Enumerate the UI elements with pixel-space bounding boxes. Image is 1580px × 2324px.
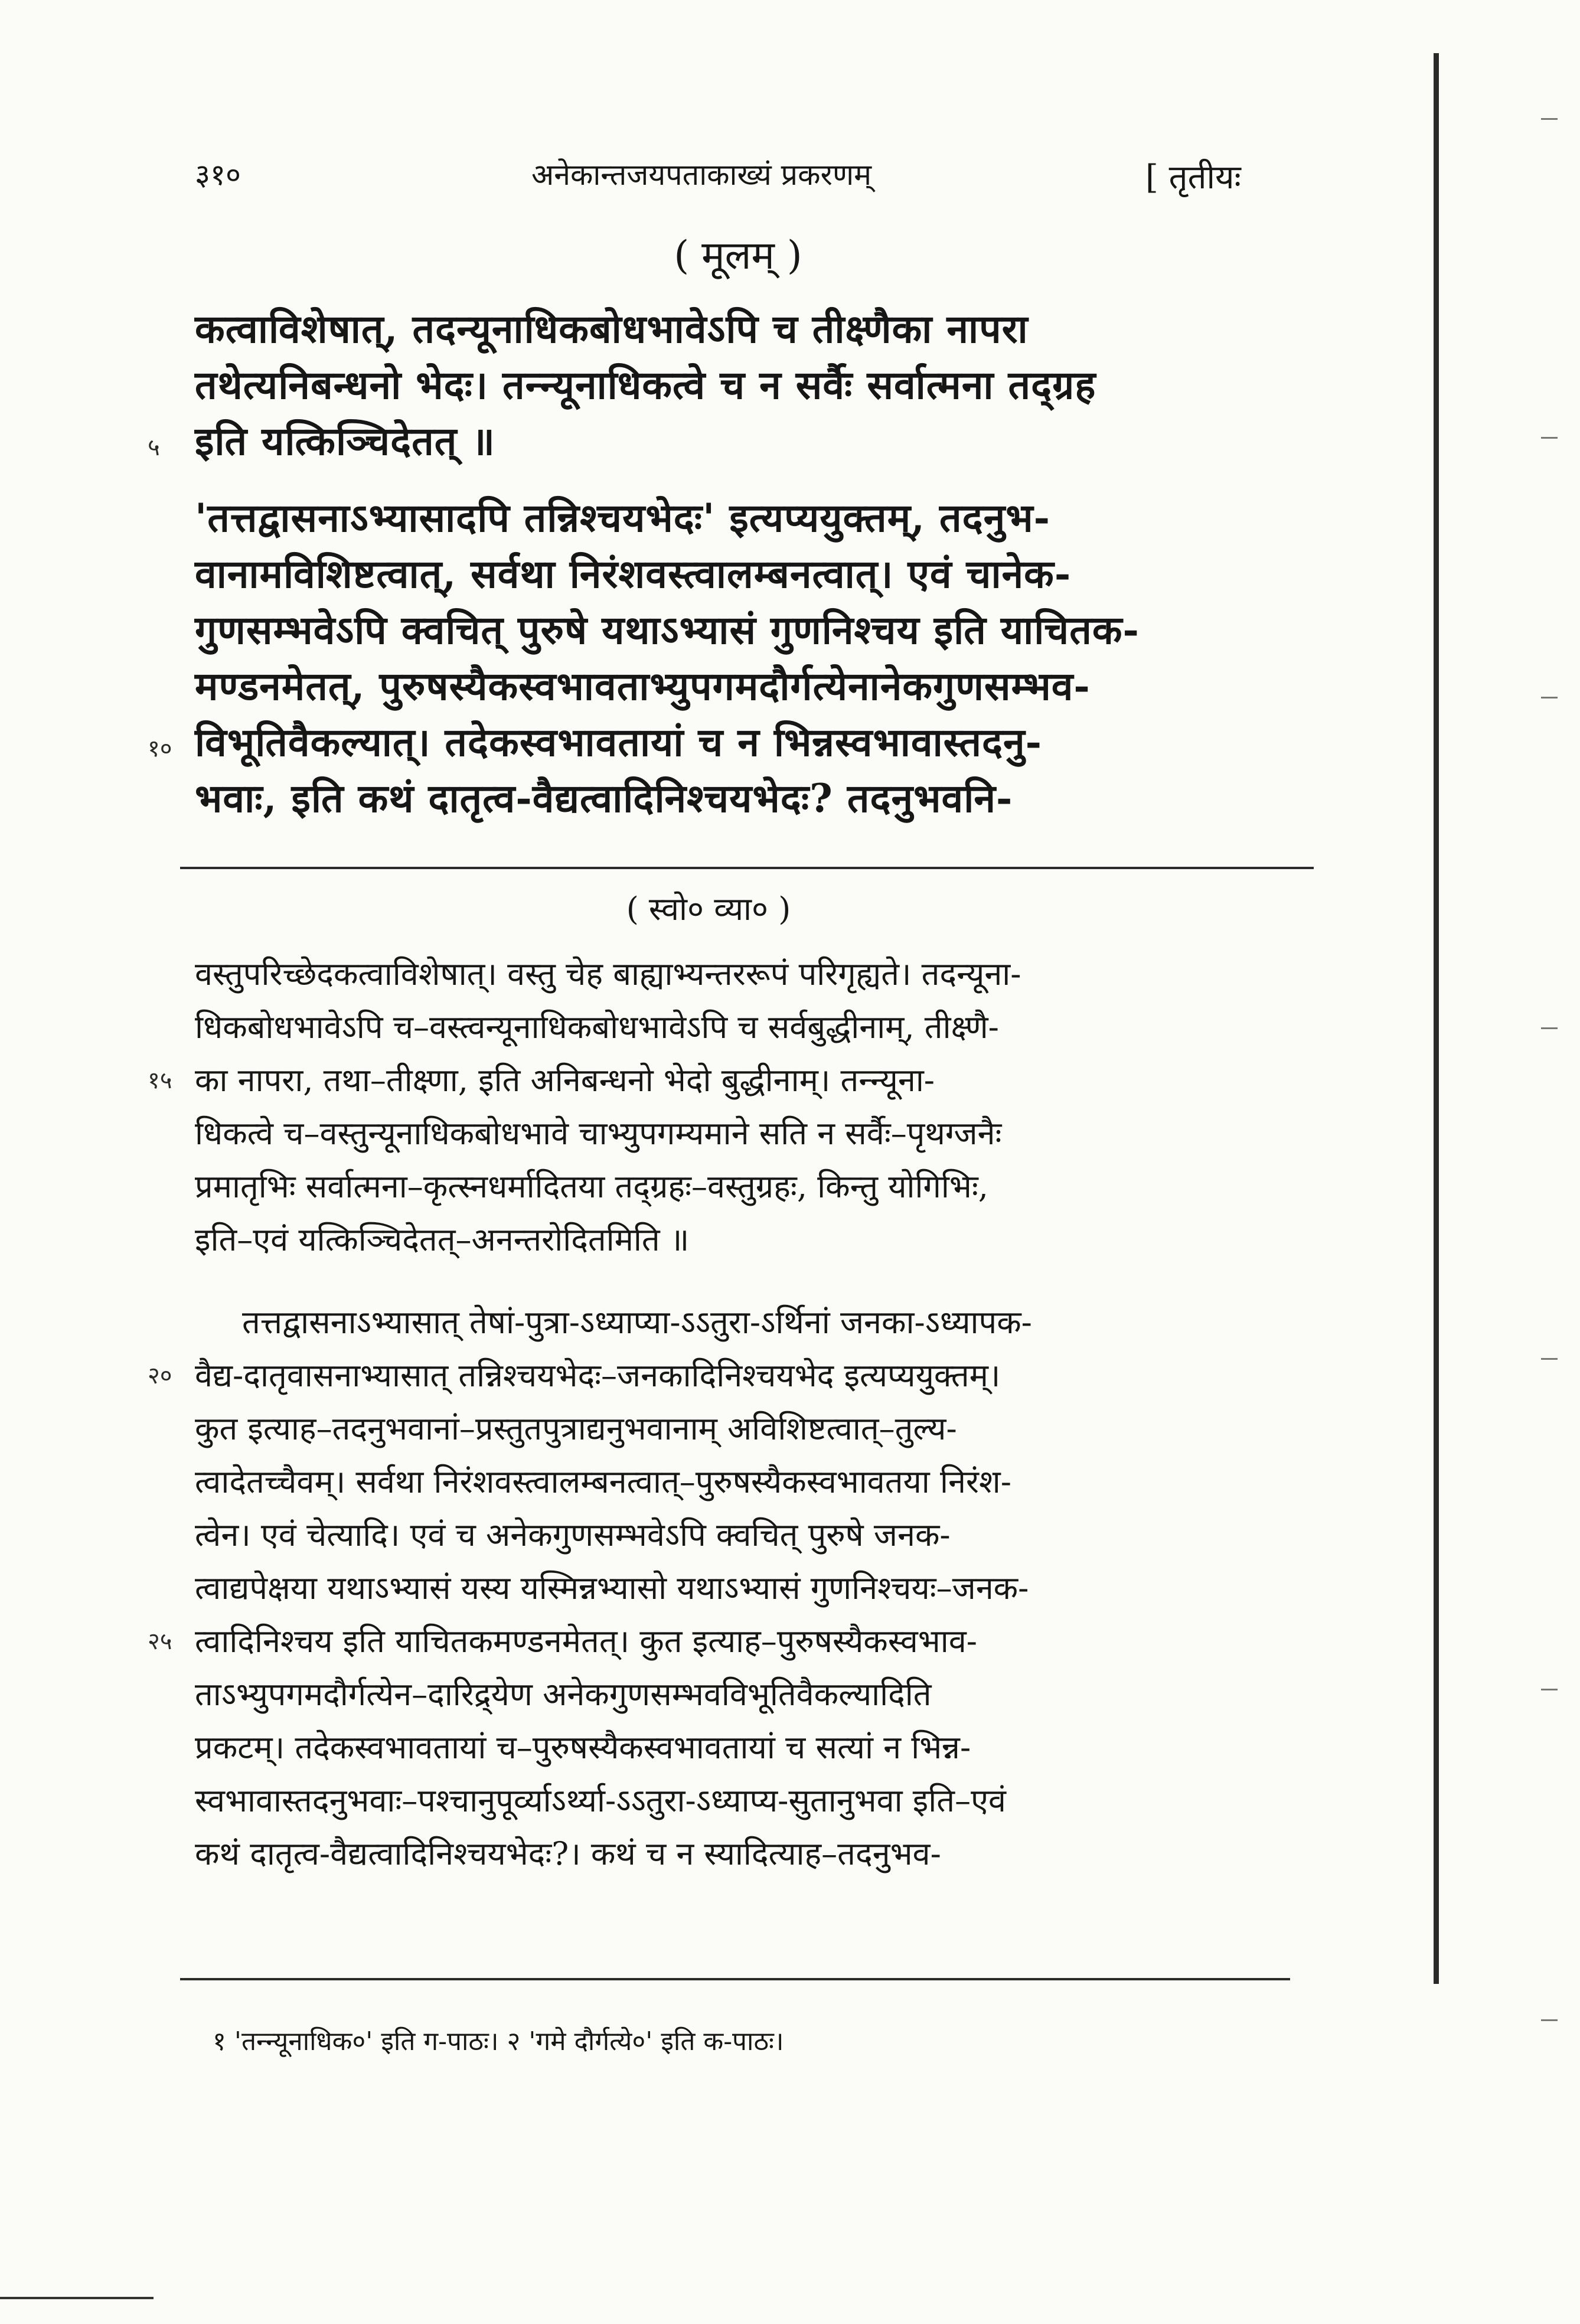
commentary-heading: ( स्वो० व्या० ) <box>626 890 791 928</box>
line-number: २५ <box>148 1628 172 1655</box>
root-line: वानामविशिष्टत्वात्, सर्वथा निरंशवस्त्वालम्बनत्वात्। एवं चानेक- <box>195 551 1072 597</box>
commentary-line: वैद्य-दातृवासनाभ्यासात् तन्निश्चयभेदः–जनकादिनिश्चयभेद इत्यप्ययुक्तम्। <box>195 1357 1001 1394</box>
footnote-rule <box>180 1978 1290 1980</box>
commentary-line: ताऽभ्युपगमदौर्गत्येन–दारिद्र्येण अनेकगुणसम्भवविभूतिवैकल्यादिति <box>195 1676 932 1713</box>
line-number: १० <box>148 735 172 762</box>
commentary-line: प्रमातृभिः सर्वात्मना–कृत्स्नधर्मादितया तद्ग्रहः–वस्तुग्रहः, किन्तु योगिभिः, <box>195 1168 988 1205</box>
line-number: १५ <box>148 1067 172 1094</box>
edge-mark <box>1541 1689 1558 1690</box>
commentary-line: कुत इत्याह–तदनुभवानां–प्रस्तुतपुत्राद्यनुभवानाम् अविशिष्टत्वात्–तुल्य- <box>195 1410 957 1447</box>
commentary-line: त्वाद्यपेक्षया यथाऽभ्यासं यस्य यस्मिन्नभ्यासो यथाऽभ्यासं गुणनिश्चयः–जनक- <box>195 1569 1029 1607</box>
root-heading: ( मूलम् ) <box>674 233 802 278</box>
commentary-line: इति–एवं यत्किञ्चिदेतत्–अनन्तरोदितमिति ॥ <box>195 1221 690 1258</box>
root-line: 'तत्तद्वासनाऽभ्यासादपि तन्निश्चयभेदः' इत्यप्ययुक्तम्, तदनुभ- <box>195 495 1051 541</box>
section-rule <box>180 867 1314 869</box>
line-number: ५ <box>148 434 160 461</box>
commentary-line: धिकत्वे च–वस्तुन्यूनाधिकबोधभावे चाभ्युपगम्यमाने सति न सर्वैः–पृथग्जनैः <box>195 1115 1002 1152</box>
root-line: भवाः, इति कथं दातृत्व-वैद्यत्वादिनिश्चयभेदः? तदनुभवनि- <box>195 775 1013 821</box>
running-title: अनेकान्तजयपताकाख्यं प्रकरणम् <box>531 158 871 192</box>
edge-mark <box>1541 437 1558 439</box>
page-header <box>177 142 1311 195</box>
commentary-line: तत्तद्वासनाऽभ्यासात् तेषां-पुत्रा-ऽध्याप्या-ऽऽतुरा-ऽर्थिनां जनका-ऽध्यापक- <box>242 1304 1032 1341</box>
section-label: [ तृतीयः <box>1145 158 1241 197</box>
commentary-line: स्वभावास्तदनुभवाः–पश्चानुपूर्व्याऽर्थ्या-ऽऽतुरा-ऽध्याप्य-सुतानुभवा इति–एवं <box>195 1782 1006 1819</box>
line-number: २० <box>148 1362 172 1389</box>
edge-mark <box>1541 118 1558 120</box>
commentary-line: प्रकटम्। तदेकस्वभावतायां च–पुरुषस्यैकस्वभावतायां च सत्यां न भिन्न- <box>195 1729 971 1766</box>
commentary-line: धिकबोधभावेऽपि च–वस्त्वन्यूनाधिकबोधभावेऽपि च सर्वबुद्धीनाम्, तीक्ष्णै- <box>195 1008 999 1046</box>
edge-mark <box>1541 697 1558 698</box>
commentary-line: का नापरा, तथा–तीक्ष्णा, इति अनिबन्धनो भेदो बुद्धीनाम्। तन्न्यूना- <box>195 1062 935 1099</box>
root-line: इति यत्किञ्चिदेतत् ॥ <box>195 418 495 464</box>
edge-mark <box>1541 2019 1558 2021</box>
commentary-line: कथं दातृत्व-वैद्यत्वादिनिश्चयभेदः?। कथं च न स्यादित्याह–तदनुभव- <box>195 1835 941 1872</box>
root-line: विभूतिवैकल्यात्। तदेकस्वभावतायां च न भिन्नस्वभावास्तदनु- <box>195 719 1043 765</box>
edge-mark <box>1541 1358 1558 1360</box>
footnotes: १ 'तन्न्यूनाधिक०' इति ग-पाठः। २ 'गमे दौर्गत्ये०' इति क-पाठः। <box>213 2026 784 2057</box>
root-line: मण्डनमेतत्, पुरुषस्यैकस्वभावताभ्युपगमदौर्गत्येनानेकगुणसम्भव- <box>195 663 1091 709</box>
scan-edge-rule <box>0 2297 154 2299</box>
root-line: गुणसम्भवेऽपि क्वचित् पुरुषे यथाऽभ्यासं गुणनिश्चय इति याचितक- <box>195 607 1140 653</box>
commentary-line: त्वेन। एवं चेत्यादि। एवं च अनेकगुणसम्भवेऽपि क्वचित् पुरुषे जनक- <box>195 1516 951 1553</box>
root-line: तथेत्यनिबन्धनो भेदः। तन्न्यूनाधिकत्वे च न सर्वैः सर्वात्मना तद्ग्रह <box>195 362 1096 408</box>
root-line: कत्वाविशेषात्, तदन्यूनाधिकबोधभावेऽपि च तीक्ष्णैका नापरा <box>195 306 1029 352</box>
edge-mark <box>1541 1027 1558 1029</box>
commentary-line: त्वादिनिश्चय इति याचितकमण्डनमेतत्। कुत इत्याह–पुरुषस्यैकस्वभाव- <box>195 1623 978 1660</box>
commentary-line: त्वादेतच्चैवम्। सर्वथा निरंशवस्त्वालम्बनत्वात्–पुरुषस्यैकस्वभावतया निरंश- <box>195 1463 1011 1500</box>
page-number: ३१० <box>195 158 241 192</box>
page-edge-shadow <box>1434 53 1439 1984</box>
commentary-line: वस्तुपरिच्छेदकत्वाविशेषात्। वस्तु चेह बाह्याभ्यन्तररूपं परिगृह्यते। तदन्यूना- <box>195 955 1021 993</box>
